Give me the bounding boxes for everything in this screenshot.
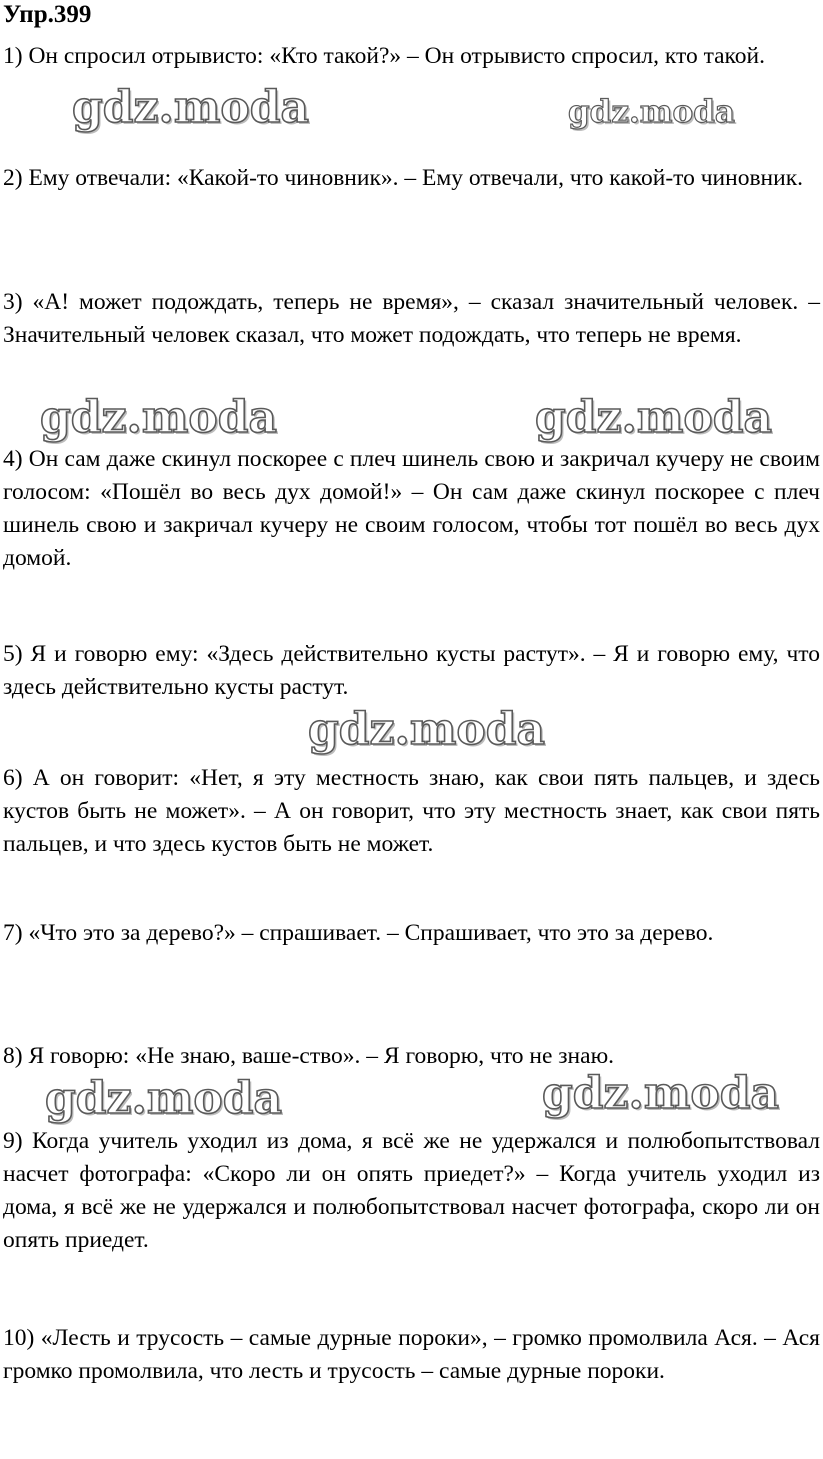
watermark: gdz.moda xyxy=(542,1068,780,1119)
paragraph-9: 9) Когда учитель уходил из дома, я всё же не удержался и полюбопытствовал насчет фотографа: «Скоро ли он опять приедет?» – Когда учитель уходил из дома, я всё же не удержался и полюбопытствовал насчет фотографа, скоро ли он опять приедет. xyxy=(3,1128,820,1253)
watermark: gdz.moda xyxy=(568,94,735,130)
watermark: gdz.moda xyxy=(40,392,278,443)
paragraph-2: 2) Ему отвечали: «Какой-то чиновник». – Ему отвечали, что какой-то чиновник. xyxy=(3,165,803,191)
paragraph-1: 1) Он спросил отрывисто: «Кто такой?» – Он отрывисто спросил, кто такой. xyxy=(3,43,765,69)
paragraph-4: 4) Он сам даже скинул поскорее с плеч шинель свою и закричал кучеру не своим голосом: «Пошёл во весь дух домой!» – Он сам даже скинул поскорее с плеч шинель свою и закричал кучеру не своим голосом, чтобы тот пошёл во весь дух домой. xyxy=(3,446,820,571)
paragraph-6: 6) А он говорит: «Нет, я эту местность знаю, как свои пять пальцев, и здесь кустов быть не может». – А он говорит, что эту местность знает, как свои пять пальцев, и что здесь кустов быть не может. xyxy=(3,765,820,857)
paragraph-3: 3) «А! может подождать, теперь не время», – сказал значительный человек. – Значительный человек сказал, что может подождать, что теперь не время. xyxy=(3,289,820,348)
paragraph-5: 5) Я и говорю ему: «Здесь действительно кусты растут». – Я и говорю ему, что здесь действительно кусты растут. xyxy=(3,641,820,700)
watermark: gdz.moda xyxy=(535,392,773,443)
watermark: gdz.moda xyxy=(308,704,546,755)
watermark: gdz.moda xyxy=(45,1073,283,1124)
watermark: gdz.moda xyxy=(72,82,310,133)
exercise-title: Упр.399 xyxy=(3,1,92,28)
paragraph-8: 8) Я говорю: «Не знаю, ваше-ство». – Я говорю, что не знаю. xyxy=(3,1043,614,1069)
paragraph-10: 10) «Лесть и трусость – самые дурные пороки», – громко промолвила Ася. – Ася громко промолвила, что лесть и трусость – самые дурные пороки. xyxy=(3,1325,820,1384)
paragraph-7: 7) «Что это за дерево?» – спрашивает. – Спрашивает, что это за дерево. xyxy=(3,920,714,946)
